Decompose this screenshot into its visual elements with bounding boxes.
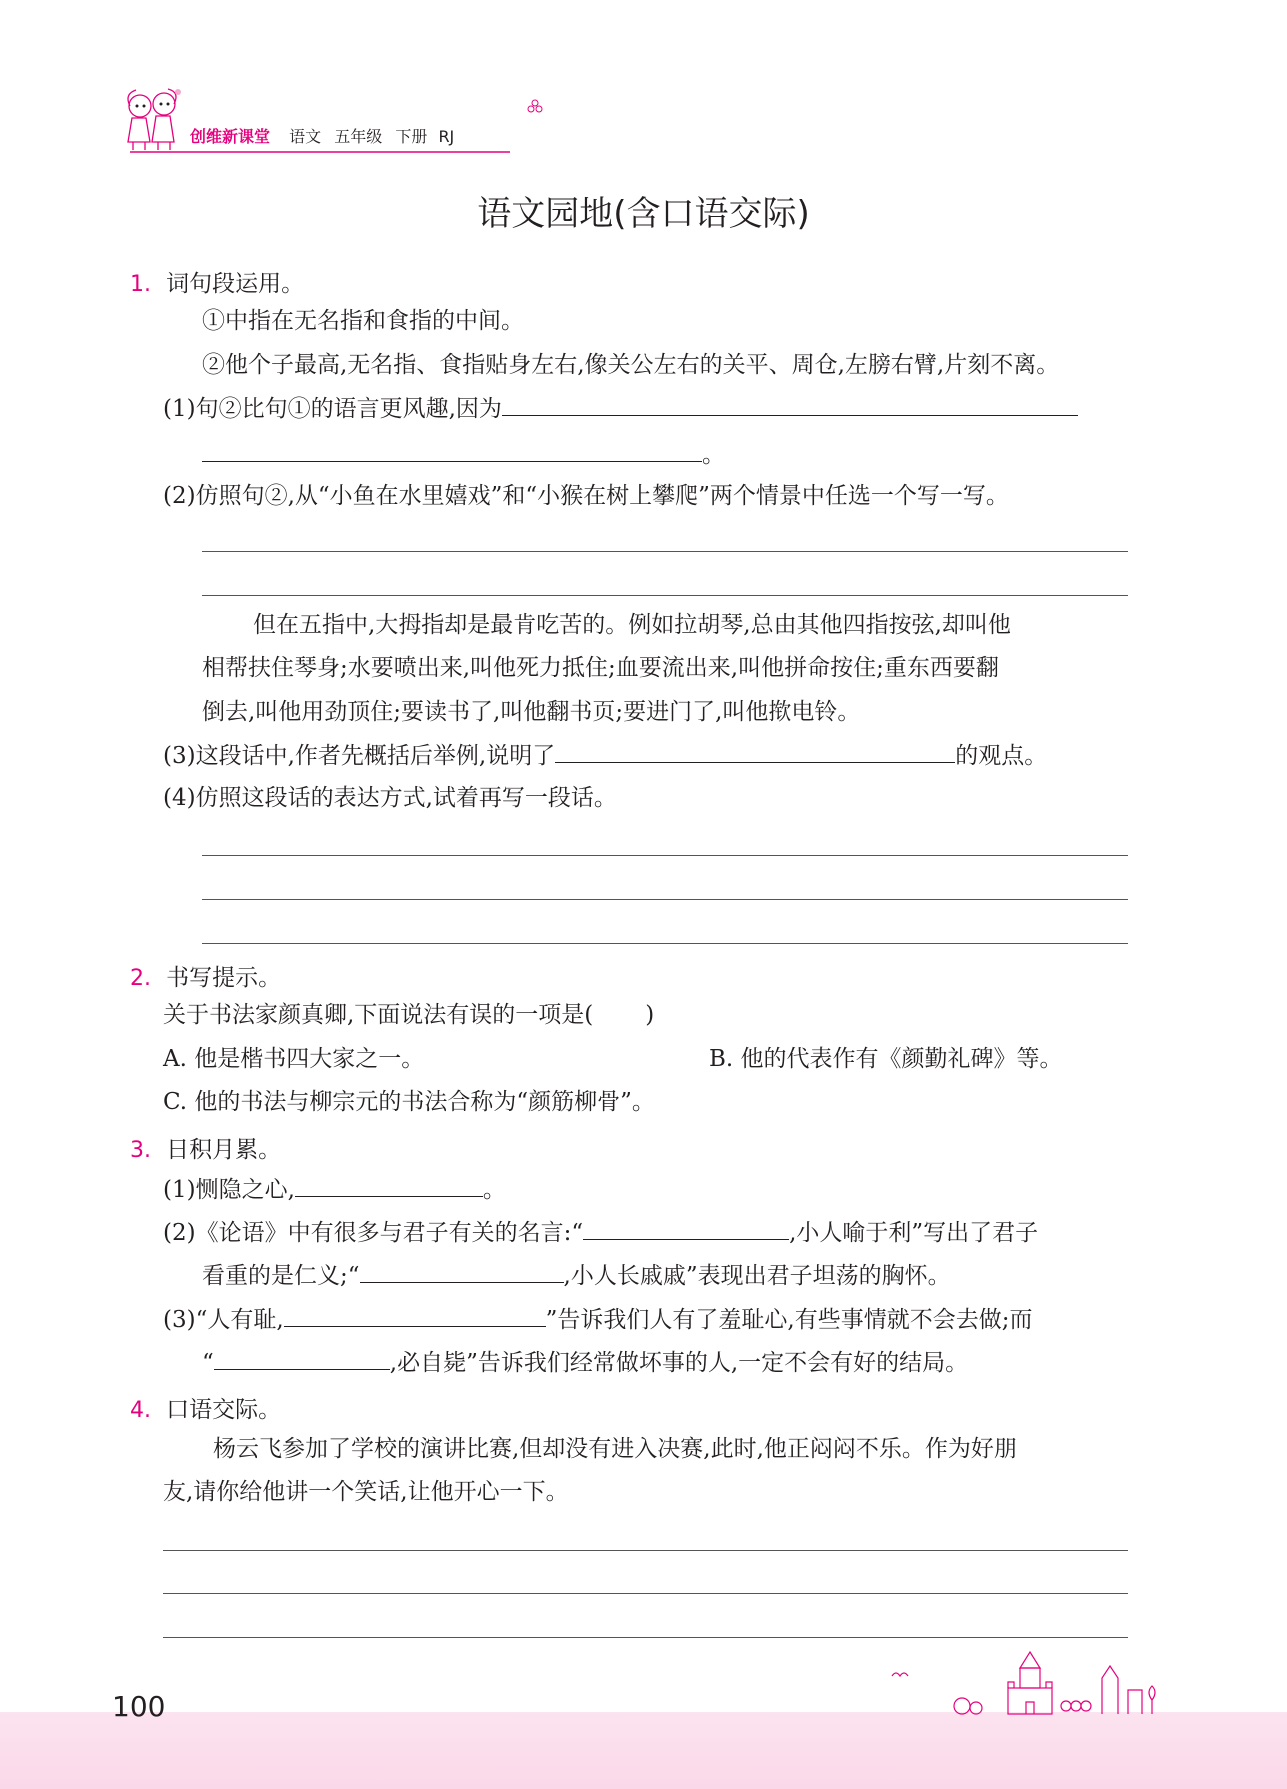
q1-part-2-answer-line-2[interactable] [202, 595, 1128, 596]
page-title: 语文园地(含口语交际) [477, 194, 810, 234]
q3-part-2-blank-1[interactable] [583, 1217, 789, 1240]
q3-part-3-line-2-suffix: ,必自毙”告诉我们经常做坏事的人,一定不会有好的结局。 [389, 1350, 969, 1376]
q3-part-1 [163, 1174, 506, 1205]
q1-part-3-blank[interactable] [555, 740, 955, 763]
q2-stem [163, 1000, 654, 1030]
header-edition: RJ [438, 127, 455, 146]
q3-part-2-line-2 [202, 1260, 951, 1291]
q1-part-1-line-2 [202, 439, 725, 470]
q4-answer-line-2[interactable] [163, 1593, 1128, 1594]
q2-option-b: B. 他的代表作有《颜勤礼碑》等。 [709, 1046, 1063, 1072]
castle-illustration [880, 1648, 1170, 1718]
q3-part-2-line-2-prefix: 看重的是仁义;“ [202, 1263, 360, 1289]
q3-title: 日积月累。 [166, 1137, 282, 1163]
header-subject: 语文 [289, 127, 322, 146]
header-underline [130, 148, 510, 156]
q2-stem-end: ) [645, 1002, 655, 1028]
q1-part-2: (2)仿照句②,从“小鱼在水里嬉戏”和“小猴在树上攀爬”两个情景中任选一个写一写。 [163, 483, 1009, 509]
q3-part-3-blank-2[interactable] [214, 1347, 390, 1370]
q1-passage-line-2: 相帮扶住琴身;水要喷出来,叫他死力抵住;血要流出来,叫他拼命按住;重东西要翻 [202, 655, 999, 681]
q2-title: 书写提示。 [166, 965, 282, 991]
q1-part-1-text: (1)句②比句①的语言更风趣,因为 [163, 396, 502, 422]
q3-heading [130, 1131, 281, 1164]
header-girls-illustration [118, 84, 188, 154]
header-grade: 五年级 [334, 127, 383, 146]
q2-option-a: A. 他是楷书四大家之一。 [163, 1046, 425, 1072]
q1-part-1-end: 。 [702, 442, 725, 468]
q3-part-2 [163, 1217, 1038, 1248]
q3-part-3-blank-1[interactable] [284, 1304, 546, 1327]
q3-part-2-line-2-suffix: ,小人长戚戚”表现出君子坦荡的胸怀。 [563, 1263, 951, 1289]
q1-part-3-prefix: (3)这段话中,作者先概括后举例,说明了 [163, 743, 556, 769]
q3-part-3-suffix: ”告诉我们人有了羞耻心,有些事情就不会去做;而 [545, 1307, 1033, 1333]
q4-answer-line-3[interactable] [163, 1637, 1128, 1638]
q4-line-2: 友,请你给他讲一个笑话,让他开心一下。 [163, 1479, 569, 1505]
q1-passage-line-1: 但在五指中,大拇指却是最肯吃苦的。例如拉胡琴,总由其他四指按弦,却叫他 [253, 612, 1011, 638]
footer-band [0, 1712, 1287, 1789]
q1-part-4: (4)仿照这段话的表达方式,试着再写一段话。 [163, 785, 617, 811]
q3-part-3-line-2 [202, 1347, 968, 1378]
q4-title: 口语交际。 [166, 1397, 282, 1423]
q2-stem-text: 关于书法家颜真卿,下面说法有误的一项是( [163, 1002, 594, 1028]
q1-part-2-answer-line-1[interactable] [202, 551, 1128, 552]
q3-part-3-prefix: (3)“人有耻, [163, 1307, 284, 1333]
q1-part-3-suffix: 的观点。 [955, 743, 1048, 769]
q3-part-3-line-2-prefix: “ [202, 1350, 214, 1376]
q3-part-1-blank[interactable] [295, 1174, 483, 1197]
header [190, 124, 454, 147]
q2-number: 2. [130, 966, 151, 991]
q3-part-2-blank-2[interactable] [360, 1260, 564, 1283]
q4-heading [130, 1391, 281, 1424]
header-volume: 下册 [395, 127, 428, 146]
q1-part-4-answer-line-1[interactable] [202, 855, 1128, 856]
q4-line-1: 杨云飞参加了学校的演讲比赛,但却没有进入决赛,此时,他正闷闷不乐。作为好朋 [213, 1436, 1017, 1462]
header-brand: 创维新课堂 [190, 127, 271, 146]
q4-number: 4. [130, 1398, 151, 1423]
q1-sentence-2: ②他个子最高,无名指、食指贴身左右,像关公左右的关平、周仓,左膀右臂,片刻不离。 [202, 352, 1060, 378]
q4-answer-line-1[interactable] [163, 1550, 1128, 1551]
q3-part-2-prefix: (2)《论语》中有很多与君子有关的名言:“ [163, 1220, 584, 1246]
page-number: 100 [112, 1690, 166, 1723]
q3-part-1-suffix: 。 [482, 1177, 506, 1203]
q1-part-4-answer-line-2[interactable] [202, 899, 1128, 900]
q1-title: 词句段运用。 [166, 271, 305, 297]
q3-number: 3. [130, 1138, 151, 1163]
flower-icon [526, 98, 544, 116]
q1-sentence-1: ①中指在无名指和食指的中间。 [202, 308, 524, 334]
q1-number: 1. [130, 272, 151, 297]
q1-part-1 [163, 393, 1078, 424]
q1-part-1-blank[interactable] [502, 393, 1078, 416]
q3-part-2-mid: ,小人喻于利”写出了君子 [789, 1220, 1039, 1246]
q3-part-1-prefix: (1)恻隐之心, [163, 1177, 295, 1203]
q1-heading [130, 265, 304, 298]
q2-option-c: C. 他的书法与柳宗元的书法合称为“颜筋柳骨”。 [163, 1089, 655, 1115]
q3-part-3 [163, 1304, 1032, 1335]
q1-part-3 [163, 740, 1047, 771]
q1-part-1-blank-2[interactable] [202, 439, 702, 462]
q1-part-4-answer-line-3[interactable] [202, 943, 1128, 944]
q2-heading [130, 959, 281, 992]
q1-passage-line-3: 倒去,叫他用劲顶住;要读书了,叫他翻书页;要进门了,叫他揿电铃。 [202, 699, 861, 725]
